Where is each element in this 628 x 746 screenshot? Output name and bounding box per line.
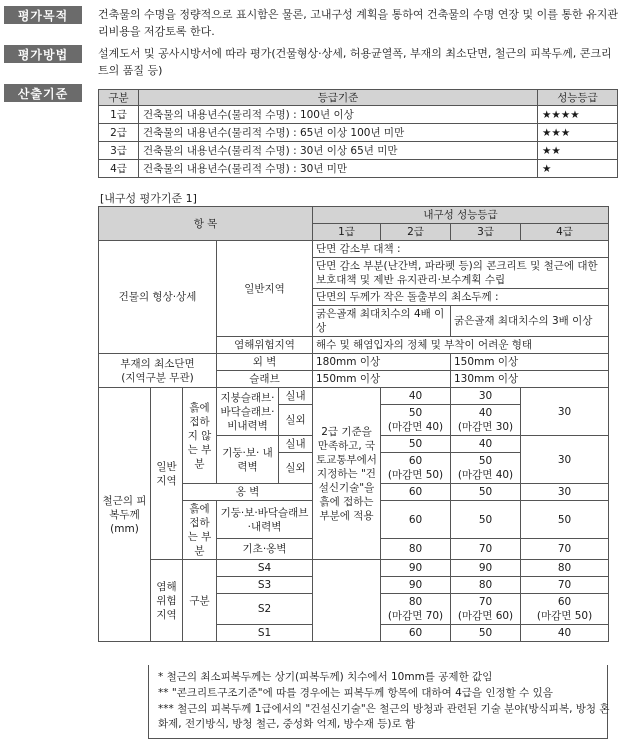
- grade-cell: 4급: [99, 160, 139, 178]
- cover-no-soil: 흙에 접하지 않는 부분: [183, 388, 217, 484]
- retain-3: 50: [451, 484, 521, 501]
- grade-cell: 1급: [99, 106, 139, 124]
- stars-cell: ★: [538, 160, 618, 178]
- outer-label: 실외: [279, 405, 313, 436]
- wall-a: 180mm 이상: [313, 354, 451, 371]
- stars-cell: ★★: [538, 142, 618, 160]
- roof-out-3: 40 (마감면 30): [451, 405, 521, 436]
- cover-label: 철근의 피복두께 (mm): [99, 388, 151, 642]
- col-g4: 30: [521, 436, 609, 484]
- perf-header: 내구성 성능등급: [313, 207, 609, 224]
- grade-3-header: 3급: [451, 224, 521, 241]
- s4-2: 90: [381, 560, 451, 577]
- s1-label: S1: [217, 625, 313, 642]
- roof-g4: 30: [521, 388, 609, 436]
- method-label: 평가방법: [4, 45, 82, 63]
- table-row: [99, 106, 618, 124]
- criterion-cell: 건축물의 내용년수(물리적 수명) : 30년 이상 65년 미만: [139, 142, 538, 160]
- durability-table: [98, 206, 609, 642]
- s3-4: 70: [521, 577, 609, 594]
- col-in-2: 50: [381, 436, 451, 453]
- retain-2: 60: [381, 484, 451, 501]
- table-caption: [내구성 평가기준 1]: [100, 192, 197, 205]
- soil-a-4: 50: [521, 501, 609, 539]
- retain-label: 옹 벽: [183, 484, 313, 501]
- grade-cell: 3급: [99, 142, 139, 160]
- outer-label: 실외: [279, 453, 313, 484]
- roof-out-2: 50 (마감면 40): [381, 405, 451, 436]
- note-1: * 철근의 최소피복두께는 상기(피복두께) 치수에서 10mm를 공제한 값임: [158, 671, 493, 683]
- cover-soil: 흙에 접하는 부분: [183, 501, 217, 560]
- s2-2: 80 (마감면 70): [381, 594, 451, 625]
- cover-roof: 지붕슬래브· 바닥슬래브· 비내력벽: [217, 388, 279, 436]
- salt-area-label: 염해위험지역: [217, 337, 313, 354]
- inner-label: 실내: [279, 436, 313, 453]
- soil-a-label: 기둥·보·바닥슬래브·내력벽: [217, 501, 313, 539]
- grade-table: [98, 89, 618, 178]
- shape-r2: 단면 감소 부분(난간벽, 파라펫 등)의 콘크리트 및 철근에 대한 보호대책 및 제반 유지관리·보수계획 수립: [313, 258, 609, 289]
- stars-cell: ★★★★: [538, 106, 618, 124]
- header-gubun: 구분: [99, 90, 139, 106]
- soil-b-3: 70: [451, 539, 521, 560]
- criterion-cell: 건축물의 내용년수(물리적 수명) : 65년 이상 100년 미만: [139, 124, 538, 142]
- soil-b-label: 기초·옹벽: [217, 539, 313, 560]
- note-2: ** "콘크리트구조기준"에 따를 경우에는 피복두께 항목에 대하여 4급을 인정할 수 있음: [158, 687, 553, 699]
- col-out-2: 60 (마감면 50): [381, 453, 451, 484]
- header-criterion: 등급기준: [139, 90, 538, 106]
- s1-3: 50: [451, 625, 521, 642]
- s2-label: S2: [217, 594, 313, 625]
- slab-a: 150mm 이상: [313, 371, 451, 388]
- grade-cell: 2급: [99, 124, 139, 142]
- grade-2-header: 2급: [381, 224, 451, 241]
- table-row: [99, 160, 618, 178]
- shape-label: 건물의 형상·상세: [99, 241, 217, 354]
- wall-b: 150mm 이상: [451, 354, 609, 371]
- purpose-label: 평가목적: [4, 6, 82, 24]
- soil-b-2: 80: [381, 539, 451, 560]
- general-area-label: 일반지역: [217, 241, 313, 337]
- section-min-label: 부재의 최소단면 (지역구분 무관): [99, 354, 217, 388]
- cover-col: 기둥·보· 내력벽: [217, 436, 279, 484]
- criterion-cell: 건축물의 내용년수(물리적 수명) : 100년 이상: [139, 106, 538, 124]
- cover-gubun: 구분: [183, 560, 217, 642]
- grade1-text: 2급 기준을 만족하고, 국토교통부에서 지정하는 "건설신기술"을 흙에 접하는 부분에 적용: [313, 388, 381, 560]
- cover-salt: 염해 위험 지역: [151, 560, 183, 642]
- cover-general: 일반 지역: [151, 388, 183, 560]
- col-in-3: 40: [451, 436, 521, 453]
- shape-r4a: 굵은골재 최대치수의 4배 이상: [313, 306, 451, 337]
- s3-2: 90: [381, 577, 451, 594]
- grade-table-header: [99, 90, 618, 106]
- wall-label: 외 벽: [217, 354, 313, 371]
- table-row: [99, 124, 618, 142]
- shape-r3: 단면의 두께가 작은 돌출부의 최소두께 :: [313, 289, 609, 306]
- shape-r4b: 굵은골재 최대치수의 3배 이상: [451, 306, 609, 337]
- table-row: [99, 142, 618, 160]
- criteria-label: 산출기준: [4, 84, 82, 102]
- s4-3: 90: [451, 560, 521, 577]
- shape-r1: 단면 감소부 대책 :: [313, 241, 609, 258]
- s4-4: 80: [521, 560, 609, 577]
- method-text: 설계도서 및 공사시방서에 따라 평가(건물형상·상세, 허용균열폭, 부재의 최소단면, 철근의 피복두께, 콘크리트의 품질 등): [98, 47, 612, 77]
- inner-label: 실내: [279, 388, 313, 405]
- s2-4: 60 (마감면 50): [521, 594, 609, 625]
- salt-grade1-blank: [313, 560, 381, 642]
- roof-in-2: 40: [381, 388, 451, 405]
- roof-in-3: 30: [451, 388, 521, 405]
- s1-4: 40: [521, 625, 609, 642]
- s2-3: 70 (마감면 60): [451, 594, 521, 625]
- soil-b-4: 70: [521, 539, 609, 560]
- criterion-cell: 건축물의 내용년수(물리적 수명) : 30년 미만: [139, 160, 538, 178]
- col-out-3: 50 (마감면 40): [451, 453, 521, 484]
- s3-3: 80: [451, 577, 521, 594]
- s4-label: S4: [217, 560, 313, 577]
- item-header: 항 목: [99, 207, 313, 241]
- header-grade: 성능등급: [538, 90, 618, 106]
- note-3: *** 철근의 피복두께 1급에서의 "건설신기술"은 철근의 방청과 관련된 기술 분야(방식피복, 방청 혼화제, 전기방식, 방청 철근, 중성화 억제, 방수재 등)로 함: [158, 703, 610, 730]
- soil-a-2: 60: [381, 501, 451, 539]
- retain-4: 30: [521, 484, 609, 501]
- slab-b: 130mm 이상: [451, 371, 609, 388]
- slab-label: 슬래브: [217, 371, 313, 388]
- s3-label: S3: [217, 577, 313, 594]
- s1-2: 60: [381, 625, 451, 642]
- salt-text: 해수 및 해염입자의 정체 및 부착이 어려운 형태: [313, 337, 609, 354]
- purpose-text: 건축물의 수명을 정량적으로 표시함은 물론, 고내구성 계획을 통하여 건축물의 수명 연장 및 이를 통한 유지관리비용을 저감토록 한다.: [98, 8, 618, 38]
- grade-4-header: 4급: [521, 224, 609, 241]
- stars-cell: ★★★: [538, 124, 618, 142]
- grade-1-header: 1급: [313, 224, 381, 241]
- soil-a-3: 50: [451, 501, 521, 539]
